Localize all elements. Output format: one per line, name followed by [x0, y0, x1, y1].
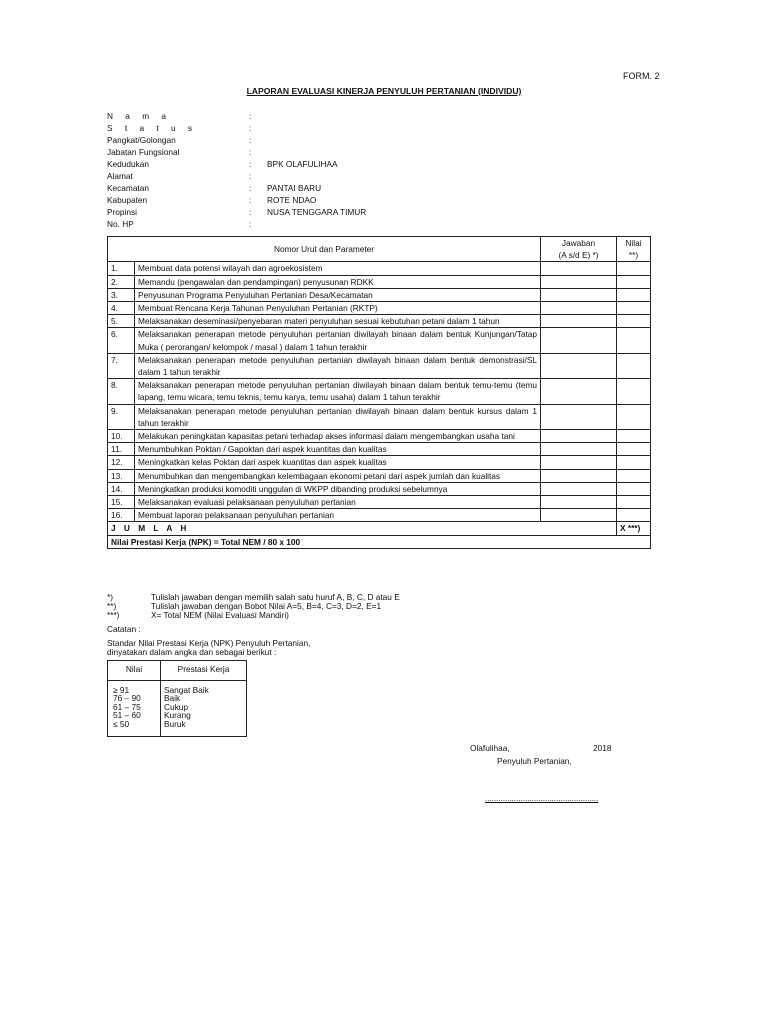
footnote-mark: ***)	[107, 610, 120, 620]
answer-cell[interactable]	[541, 353, 617, 378]
table-row	[108, 443, 651, 456]
row-number: 6.	[108, 328, 135, 353]
scale-header-grade: Prestasi Kerja	[161, 661, 247, 681]
value-cell[interactable]	[617, 379, 651, 404]
value-cell[interactable]	[617, 288, 651, 301]
header-value	[617, 237, 651, 262]
value-cell[interactable]	[617, 456, 651, 469]
row-number: 4.	[108, 302, 135, 315]
scale-grade: Sangat Baik	[164, 684, 209, 695]
row-parameter: Meningkatkan kelas Poktan dari aspek kuantitas dan aspek kualitas	[135, 456, 541, 469]
scale-header-value: Nilai	[108, 661, 161, 681]
answer-cell[interactable]	[541, 509, 617, 522]
row-parameter: Membuat Rencana Kerja Tahunan Penyuluhan Pertanian (RKTP)	[135, 302, 541, 315]
row-parameter: Membuat laporan pelaksanaan penyuluhan pertanian	[135, 509, 541, 522]
header-value-line-2: **)	[628, 250, 639, 261]
row-number: 13.	[108, 469, 135, 482]
row-parameter: Melaksanakan penerapan metode penyuluhan pertanian diwilayah binaan dalam bentuk kursus dalam 1 tahun terakhir	[135, 404, 541, 429]
value-cell[interactable]	[617, 328, 651, 353]
evaluation-table	[107, 236, 651, 549]
value-cell[interactable]	[617, 404, 651, 429]
row-parameter: Melakukan peningkatan kapasitas petani terhadap akses informasi dalam mengembangkan usaha tani	[135, 430, 541, 443]
signature-role: Penyuluh Pertanian,	[497, 756, 572, 766]
scale-grades	[161, 680, 247, 737]
answer-cell[interactable]	[541, 456, 617, 469]
identity-label: Kedudukan	[107, 159, 149, 169]
colon: :	[249, 159, 252, 169]
signature-line[interactable]: ...................................................	[485, 794, 599, 803]
row-parameter: Melaksanakan deseminasi/penyebaran materi penyuluhan sesuai kebutuhan petani dalam 1 tahun	[135, 315, 541, 328]
answer-cell[interactable]	[541, 328, 617, 353]
value-cell[interactable]	[617, 353, 651, 378]
identity-label: Kabupaten	[107, 195, 148, 205]
colon: :	[249, 147, 252, 157]
row-number: 10.	[108, 430, 135, 443]
table-row	[108, 469, 651, 482]
row-parameter: Menumbuhkan dan mengembangkan kelembagaan ekonomi petani dari aspek jumlah dan kualitas	[135, 469, 541, 482]
scale-value: ≤ 50	[113, 718, 130, 729]
scale-value: ≥ 91	[113, 684, 130, 695]
row-number: 15.	[108, 496, 135, 509]
answer-cell[interactable]	[541, 404, 617, 429]
table-row	[108, 404, 651, 429]
identity-value[interactable]: PANTAI BARU	[267, 183, 322, 193]
scale-value: 51 – 60	[113, 710, 141, 720]
table-row	[108, 328, 651, 353]
row-parameter: Penyusunan Programa Penyuluhan Pertanian Desa/Kecamatan	[135, 288, 541, 301]
colon: :	[249, 171, 252, 181]
identity-label: No. HP	[107, 219, 134, 229]
colon: :	[249, 195, 252, 205]
answer-cell[interactable]	[541, 443, 617, 456]
colon: :	[249, 123, 252, 133]
table-row	[108, 275, 651, 288]
scale-value: 61 – 75	[113, 701, 141, 712]
row-parameter: Memandu (pengawalan dan pendampingan) penyusunan RDKK	[135, 275, 541, 288]
identity-label: Propinsi	[107, 207, 137, 217]
scale-grade: Kurang	[164, 710, 191, 720]
answer-cell[interactable]	[541, 262, 617, 275]
value-cell[interactable]	[617, 315, 651, 328]
row-number: 9.	[108, 404, 135, 429]
row-number: 14.	[108, 482, 135, 495]
value-cell[interactable]	[617, 496, 651, 509]
value-cell[interactable]	[617, 482, 651, 495]
footnote-text: X= Total NEM (Nilai Evaluasi Mandiri)	[151, 610, 289, 620]
value-cell[interactable]	[617, 443, 651, 456]
scale-values	[108, 680, 161, 737]
form-number: FORM. 2	[623, 71, 660, 81]
colon: :	[249, 135, 252, 145]
table-row	[108, 315, 651, 328]
identity-label: Pangkat/Golongan	[107, 135, 176, 145]
catatan-label: Catatan :	[107, 624, 141, 634]
footnote-text: Tulislah jawaban dengan Bobot Nilai A=5, B=4, C=3, D=2, E=1	[151, 601, 382, 611]
row-parameter: Melaksanakan penerapan metode penyuluhan pertanian diwilayah binaan dalam bentuk Kunjungan/Tatap Muka ( perorangan/ kelompok / masal ) dalam 1 tahun terakhir	[135, 328, 541, 353]
colon: :	[249, 207, 252, 217]
header-value-line-1: Nilai	[625, 238, 642, 248]
answer-cell[interactable]	[541, 430, 617, 443]
scale-grade: Buruk	[164, 718, 186, 729]
document-title-text: LAPORAN EVALUASI KINERJA PENYULUH PERTANIAN (INDIVIDU)	[246, 86, 522, 96]
row-number: 16.	[108, 509, 135, 522]
row-number: 1.	[108, 262, 135, 275]
colon: :	[249, 219, 252, 229]
row-parameter: Melaksanakan penerapan metode penyuluhan pertanian diwilayah binaan dalam bentuk demonstrasi/SL dalam 1 tahun terakhir	[135, 353, 541, 378]
scale-body	[108, 680, 247, 737]
footnote-mark: *)	[107, 592, 113, 602]
table-row	[108, 288, 651, 301]
answer-cell[interactable]	[541, 302, 617, 315]
scale-header-row	[108, 661, 247, 681]
answer-cell[interactable]	[541, 288, 617, 301]
value-cell[interactable]	[617, 469, 651, 482]
total-row	[108, 522, 651, 535]
footnote-3	[107, 611, 557, 620]
value-cell[interactable]	[617, 430, 651, 443]
footnote-mark: **)	[107, 601, 117, 611]
row-number: 11.	[108, 443, 135, 456]
total-value: X ***)	[617, 522, 651, 535]
answer-cell[interactable]	[541, 379, 617, 404]
scale-grade: Baik	[164, 693, 181, 703]
scale-grade: Cukup	[164, 701, 188, 712]
answer-cell[interactable]	[541, 315, 617, 328]
table-row	[108, 430, 651, 443]
row-parameter: Melaksanakan penerapan metode penyuluhan pertanian diwilayah binaan dalam bentuk temu-temu (temu lapang, temu wicara, temu teknis, temu karya, temu usaha) dalam 1 tahun terakhir	[135, 379, 541, 404]
value-cell[interactable]	[617, 509, 651, 522]
header-answer-line-1: Jawaban	[561, 238, 596, 248]
row-number: 8.	[108, 379, 135, 404]
scale-value: 76 – 90	[113, 693, 141, 703]
row-number: 2.	[108, 275, 135, 288]
row-number: 12.	[108, 456, 135, 469]
value-cell[interactable]	[617, 262, 651, 275]
row-number: 7.	[108, 353, 135, 378]
identity-label: Alamat	[107, 171, 133, 181]
row-parameter: Menumbuhkan Poktan / Gapoktan dari aspek kuantitas dan kualitas	[135, 443, 541, 456]
identity-label: S t a t u s	[107, 123, 198, 133]
table-row	[108, 456, 651, 469]
identity-label: N a m a	[107, 111, 172, 121]
identity-value[interactable]: BPK OLAFULIHAA	[267, 159, 338, 169]
answer-cell[interactable]	[541, 482, 617, 495]
row-parameter: Meningkatkan produksi komoditi unggulan di WKPP dibanding produksi sebelumnya	[135, 482, 541, 495]
table-row	[108, 482, 651, 495]
npk-row	[108, 535, 651, 548]
table-row	[108, 496, 651, 509]
row-number: 3.	[108, 288, 135, 301]
signature-year: 2018	[593, 743, 612, 753]
document-title	[0, 86, 768, 96]
row-parameter: Membuat data potensi wilayah dan agroekosistem	[135, 262, 541, 275]
table-row	[108, 509, 651, 522]
standard-text-line-1: Standar Nilai Prestasi Kerja (NPK) Penyuluh Pertanian,	[107, 638, 311, 648]
identity-value[interactable]: NUSA TENGGARA TIMUR	[267, 207, 367, 217]
colon: :	[249, 111, 252, 121]
row-number: 5.	[108, 315, 135, 328]
header-parameter: Nomor Urut dan Parameter	[108, 237, 541, 262]
identity-value[interactable]: ROTE NDAO	[267, 195, 317, 205]
npk-formula: Nilai Prestasi Kerja (NPK) = Total NEM / 80 x 100	[108, 535, 651, 548]
identity-label: Jabatan Fungsional	[107, 147, 180, 157]
answer-cell[interactable]	[541, 469, 617, 482]
standard-text-line-2: dinyatakan dalam angka dan sebagai berikut :	[107, 647, 277, 657]
value-cell[interactable]	[617, 302, 651, 315]
table-header-row	[108, 237, 651, 262]
value-cell[interactable]	[617, 275, 651, 288]
colon: :	[249, 183, 252, 193]
footnote-text: Tulislah jawaban dengan memilih salah satu huruf A, B, C, D atau E	[151, 592, 400, 602]
signature-place: Olafulihaa,	[470, 743, 510, 753]
answer-cell[interactable]	[541, 275, 617, 288]
grading-scale-table	[107, 660, 247, 737]
identity-label: Kecamatan	[107, 183, 149, 193]
row-parameter: Melaksanakan evaluasi pelaksanaan penyuluhan pertanian	[135, 496, 541, 509]
table-row	[108, 262, 651, 275]
table-row	[108, 302, 651, 315]
total-label: J U M L A H	[108, 522, 617, 535]
answer-cell[interactable]	[541, 496, 617, 509]
header-answer-line-2: (A s/d E) *)	[558, 250, 599, 261]
table-row	[108, 353, 651, 378]
header-answer	[541, 237, 617, 262]
table-row	[108, 379, 651, 404]
